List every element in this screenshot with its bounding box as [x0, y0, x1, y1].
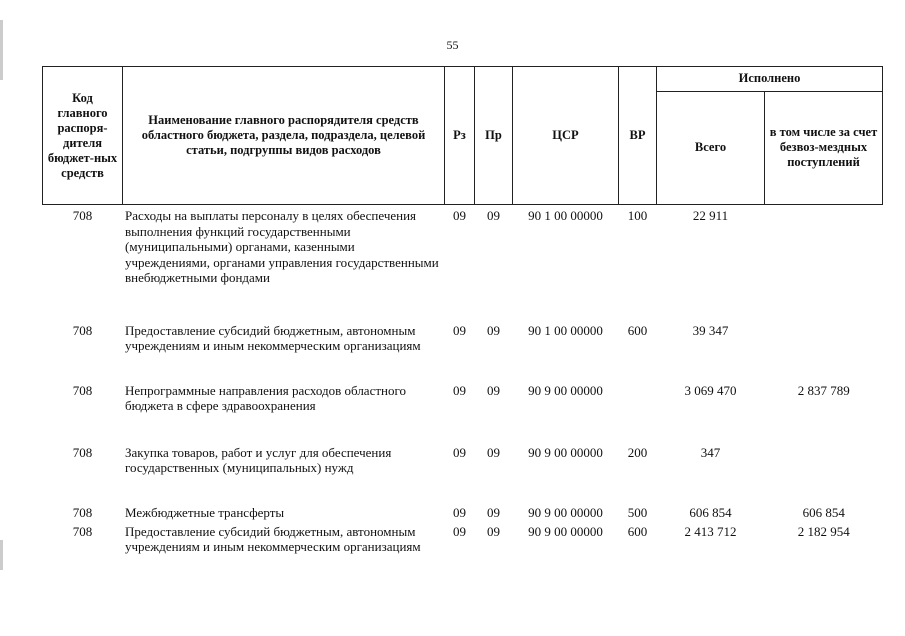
cell-total: 606 854	[689, 504, 732, 520]
cell-name: Межбюджетные трансферты	[125, 504, 285, 520]
cell-code: 708	[72, 523, 93, 539]
header-vr: ВР	[619, 67, 657, 205]
cell-code: 708	[72, 208, 93, 223]
cell-total: 347	[700, 444, 721, 460]
table-body	[43, 205, 883, 574]
budget-table	[42, 66, 883, 574]
cell-name: Предоставление субсидий бюджетным, автономным учреждениям и иным некоммерческим организациям	[125, 322, 421, 353]
cell-csr: 90 9 00 00000	[528, 523, 603, 539]
cell-code: 708	[72, 444, 93, 460]
cell-rz: 09	[453, 208, 466, 223]
table-row	[43, 383, 883, 445]
cell-rz: 09	[453, 382, 466, 398]
cell-pr: 09	[487, 523, 500, 539]
cell-grant	[765, 445, 883, 505]
cell-total: 3 069 470	[684, 382, 737, 398]
cell-rz: 09	[453, 322, 466, 338]
cell-pr: 09	[487, 208, 500, 223]
cell-rz: 09	[453, 444, 466, 460]
cell-code: 708	[72, 382, 93, 398]
cell-total: 2 413 712	[684, 523, 737, 539]
cell-code: 708	[72, 504, 93, 520]
cell-name: Расходы на выплаты персоналу в целях обеспечения выполнения функций государственными (муниципальными) органами, казенными учреждениями, органами управления государственными внебюджетными фондами	[125, 208, 439, 285]
cell-grant	[765, 323, 883, 383]
page-number: 55	[446, 38, 459, 52]
header-name: Наименование главного распорядителя средств областного бюджета, раздела, подраздела, целевой статьи, подгруппы видов расходов	[123, 67, 445, 205]
cell-name: Непрограммные направления расходов областного бюджета в сфере здравоохранения	[125, 382, 406, 413]
table-row	[43, 505, 883, 524]
cell-csr: 90 9 00 00000	[528, 382, 603, 398]
cell-grant	[765, 205, 883, 323]
cell-grant: 2 182 954	[797, 523, 850, 539]
cell-csr: 90 9 00 00000	[528, 444, 603, 460]
table-row	[43, 205, 883, 323]
cell-total: 39 347	[692, 322, 729, 338]
cell-rz: 09	[453, 523, 466, 539]
cell-csr: 90 1 00 00000	[528, 322, 603, 338]
cell-pr: 09	[487, 444, 500, 460]
cell-pr: 09	[487, 382, 500, 398]
table-header	[43, 67, 883, 205]
cell-grant: 2 837 789	[797, 382, 850, 398]
header-grant: в том числе за счет безвоз-мездных поступлений	[765, 91, 883, 204]
header-pr: Пр	[475, 67, 513, 205]
cell-csr: 90 9 00 00000	[528, 504, 603, 520]
table-row	[43, 524, 883, 574]
table-row	[43, 445, 883, 505]
scan-edge-mark	[0, 540, 3, 570]
cell-total: 22 911	[692, 208, 729, 223]
cell-csr: 90 1 00 00000	[528, 208, 603, 223]
cell-vr: 100	[627, 208, 648, 223]
cell-grant: 606 854	[802, 504, 845, 520]
cell-rz: 09	[453, 504, 466, 520]
table-row	[43, 323, 883, 383]
header-code: Код главного распоря-дителя бюджет-ных средств	[43, 67, 123, 205]
cell-pr: 09	[487, 322, 500, 338]
header-csr: ЦСР	[513, 67, 619, 205]
header-rz: Рз	[445, 67, 475, 205]
cell-vr	[619, 383, 657, 445]
cell-vr: 600	[627, 322, 648, 338]
cell-name: Закупка товаров, работ и услуг для обеспечения государственных (муниципальных) нужд	[125, 444, 392, 475]
cell-name: Предоставление субсидий бюджетным, автономным учреждениям и иным некоммерческим организациям	[125, 523, 421, 554]
cell-vr: 500	[627, 504, 648, 520]
cell-vr: 200	[627, 444, 648, 460]
header-total: Всего	[657, 91, 765, 204]
cell-pr: 09	[487, 504, 500, 520]
cell-code: 708	[72, 322, 93, 338]
cell-vr: 600	[627, 523, 648, 539]
header-executed: Исполнено	[657, 67, 883, 92]
